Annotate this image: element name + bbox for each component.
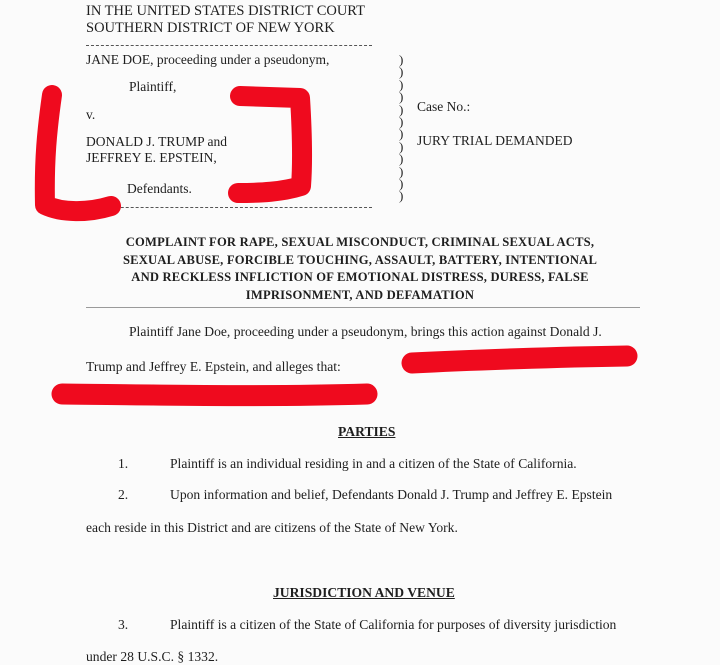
intro-line-1: Plaintiff Jane Doe, proceeding under a pseudonym, brings this action against Donald J. (129, 324, 602, 339)
title-line: COMPLAINT FOR RAPE, SEXUAL MISCONDUCT, CRIMINAL SEXUAL ACTS, (125, 235, 595, 249)
court-name: IN THE UNITED STATES DISTRICT COURT (86, 3, 365, 19)
paragraph-2-line-1: Upon information and belief, Defendants Donald J. Trump and Jeffrey E. Epstein (170, 487, 613, 502)
paragraph-1-text: Plaintiff is an individual residing in and a citizen of the State of California. (170, 456, 577, 471)
jury-demand: JURY TRIAL DEMANDED (417, 133, 573, 148)
paren: ) (399, 52, 404, 67)
paragraph-3-line-1: Plaintiff is a citizen of the State of California for purposes of diversity jurisdiction (170, 617, 617, 632)
plaintiff-role: Plaintiff, (129, 79, 177, 94)
paren: ) (399, 76, 404, 92)
defendant-line-1: DONALD J. TRUMP and (86, 134, 228, 149)
paragraph-2-line-2: each reside in this District and are citizens of the State of New York. (86, 520, 458, 535)
paragraph-number: 2. (118, 487, 129, 502)
title-line: AND RECKLESS INFLICTION OF EMOTIONAL DISTRESS, DURESS, FALSE (131, 270, 589, 284)
redaction-mark-right (412, 356, 627, 363)
case-number-label: Case No.: (417, 99, 471, 114)
plaintiff-name: JANE DOE, proceeding under a pseudonym, (86, 52, 330, 67)
intro-line-2: Trump and Jeffrey E. Epstein, and alleges that: (86, 359, 341, 374)
title-line: IMPRISONMENT, AND DEFAMATION (245, 287, 475, 302)
paren: ) (399, 64, 404, 80)
jurisdiction-heading: JURISDICTION AND VENUE (273, 585, 455, 600)
paren: ) (399, 101, 404, 117)
paren: ) (399, 114, 404, 130)
paragraph-number: 3. (118, 617, 129, 632)
paragraph-number: 1. (118, 456, 129, 471)
paren: ) (399, 89, 404, 105)
defendant-line-2: JEFFREY E. EPSTEIN, (86, 150, 217, 165)
versus-label: v. (86, 107, 96, 122)
redaction-mark-left (62, 394, 367, 396)
paren: ) (399, 176, 404, 192)
title-line: SEXUAL ABUSE, FORCIBLE TOUCHING, ASSAULT, BATTERY, INTENTIONAL (122, 252, 598, 267)
paren: ) (399, 138, 404, 154)
paragraph-3-line-2: under 28 U.S.C. § 1332. (86, 649, 219, 664)
paren: ) (399, 126, 404, 142)
red-marker-strokes (45, 95, 627, 396)
paren: ) (399, 163, 404, 179)
court-district: SOUTHERN DISTRICT OF NEW YORK (86, 20, 335, 36)
right-bracket-mark (238, 96, 302, 193)
paren: ) (399, 188, 404, 204)
left-bracket-mark (45, 95, 111, 211)
defendant-role: Defendants. (127, 181, 192, 196)
parties-heading: PARTIES (338, 424, 396, 439)
paren: ) (399, 151, 404, 167)
